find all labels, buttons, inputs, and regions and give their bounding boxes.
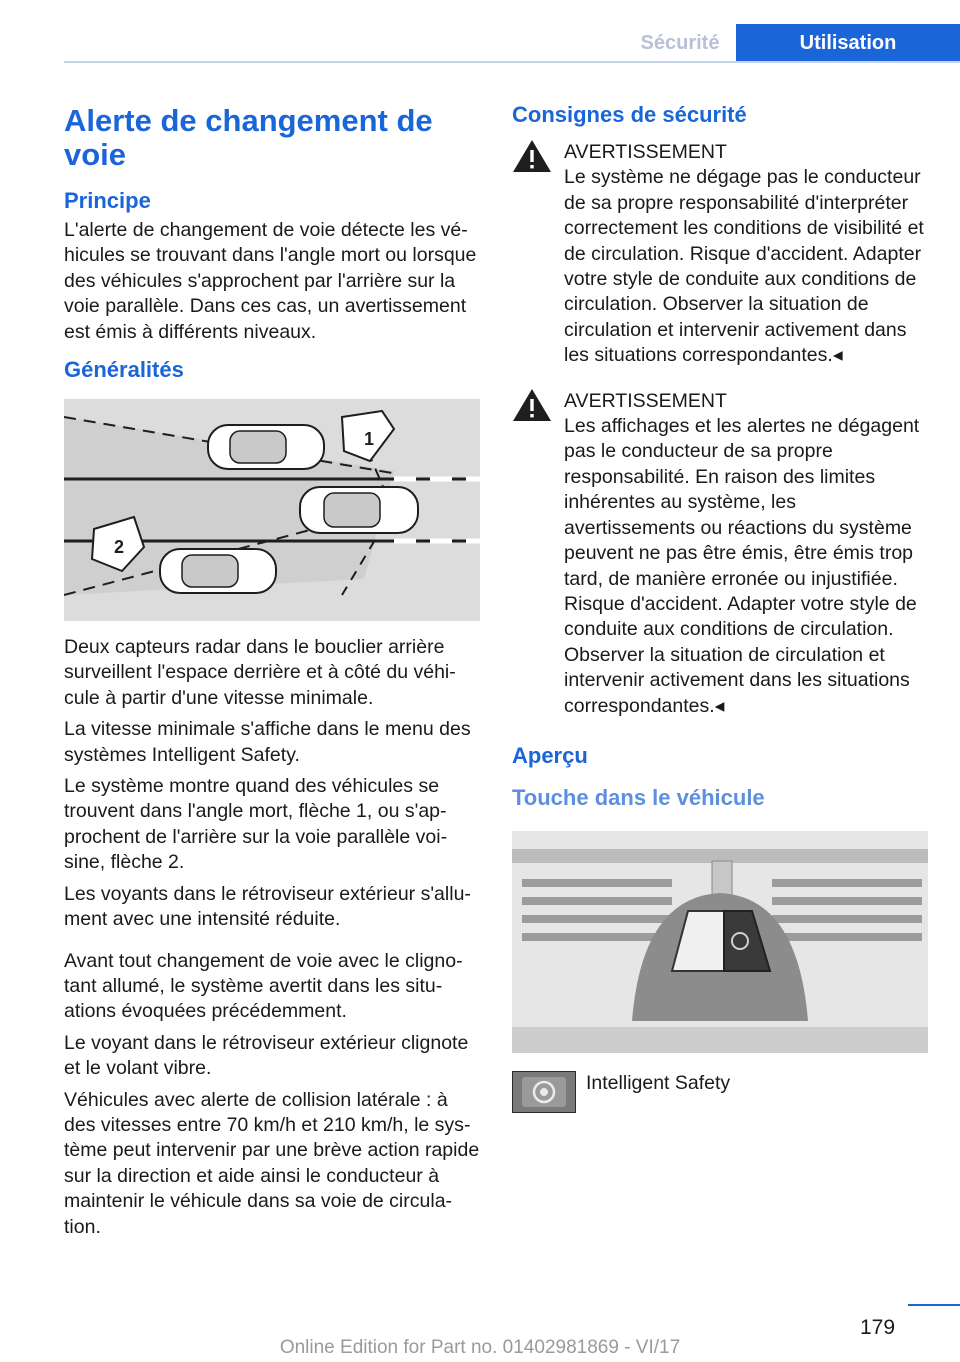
lane-change-diagram [64, 399, 480, 621]
para-voyants: Les voyants dans le rétroviseur extérieur s'allument avec une intensité réduite. [64, 882, 471, 931]
para-clignote: Le voyant dans le rétroviseur extérieur clignote et le volant vibre. [64, 1031, 469, 1080]
warning-block-2 [512, 389, 928, 719]
page-title: Alerte de changement de voie [64, 103, 433, 172]
left-column [64, 100, 480, 1246]
heading-principe: Principe [64, 188, 151, 213]
header-rule [64, 61, 960, 63]
warning-triangle-icon [512, 387, 552, 423]
header-tab-utilisation[interactable]: Utilisation [736, 24, 960, 62]
intelligent-safety-label: Intelligent Safety [586, 1071, 731, 1094]
warning-text-2 [512, 389, 928, 719]
para-capteurs: Deux capteurs radar dans le bouclier arrière surveillent l'espace derrière et à côté du véhicule à partir d'une vitesse minimale. [64, 636, 456, 709]
car-ego [300, 487, 418, 533]
para-collision-laterale: Véhicules avec alerte de collision latérale : à des vitesses entre 70 km/h et 210 km/h, le système peut intervenir par une brève action rapide sur la direction et aide ainsi le conducteur à maintenir le véhicule dans sa voie de circulation. [64, 1088, 480, 1238]
warning-body-2: Les affichages et les alertes ne dégagent pas le conducteur de sa propre responsabilité. En raison des limites inhérentes au système, les avertissements ou réactions du système peuvent ne pas être émis, être émis trop tard, de manière erronée ou injustifiée. Risque d'accident. Adapter votre style de conduite aux conditions de circulation. Observer la situation de circulation et intervenir activement dans les situations correspondantes.◂ [564, 415, 920, 717]
header-tab-securite[interactable]: Sécurité [640, 32, 720, 54]
vehicle-button-photo [512, 831, 928, 1053]
heading-apercu: Aperçu [512, 742, 588, 768]
warning-text-1 [512, 140, 928, 369]
warning-body-1: Le système ne dégage pas le conducteur de sa propre responsabilité d'interpréter correctement les conditions de visibilité et de circulation. Risque d'accident. Adapter votre style de conduite aux conditions de circulation. Observer la situation de circulation et intervenir activement dans les situations correspondantes.◂ [564, 166, 924, 367]
vehicle-button-photo-svg [512, 831, 928, 1053]
car-approaching [160, 549, 276, 593]
warning-block-1 [512, 140, 928, 369]
footer-edition: Online Edition for Part no. 01402981869 - VI/17 [279, 1337, 681, 1358]
para-changement-voie: Avant tout changement de voie avec le clignotant allumé, le système avertit dans les situations évoquées précédemment. [64, 949, 463, 1023]
lane-change-diagram-svg [64, 399, 480, 621]
heading-generalites: Généralités [64, 357, 184, 383]
warning-triangle-icon [512, 138, 552, 174]
warning-head-1: AVERTISSEMENT [564, 141, 727, 163]
arrow-1-label: 1 [364, 429, 375, 450]
page-number-rule [908, 1304, 960, 1306]
button-legend-row [512, 1071, 928, 1115]
heading-consignes-securite: Consignes de sécurité [512, 102, 747, 127]
page-number: 179 [860, 1316, 896, 1339]
right-column [512, 100, 928, 1115]
heading-touche-vehicule: Touche dans le véhicule [512, 784, 765, 810]
arrow-2-label: 2 [114, 537, 125, 558]
para-angle-mort: Le système montre quand des véhicules se trouvent dans l'angle mort, flèche 1, ou s'approchent de l'arrière sur la voie parallèle voisine, flèche 2. [64, 775, 448, 874]
para-vitesse-minimale: La vitesse minimale s'affiche dans le menu des systèmes Intelligent Safety. [64, 718, 471, 766]
principe-text: L'alerte de changement de voie détecte les véhicules se trouvant dans l'angle mort ou lorsque des véhicules s'approchent par l'arrière sur la voie parallèle. Dans ces cas, un avertissement est émis à différents niveaux. [64, 219, 477, 343]
car-blind-spot [208, 425, 324, 469]
warning-head-2: AVERTISSEMENT [564, 389, 727, 412]
intelligent-safety-button-icon [512, 1071, 576, 1113]
